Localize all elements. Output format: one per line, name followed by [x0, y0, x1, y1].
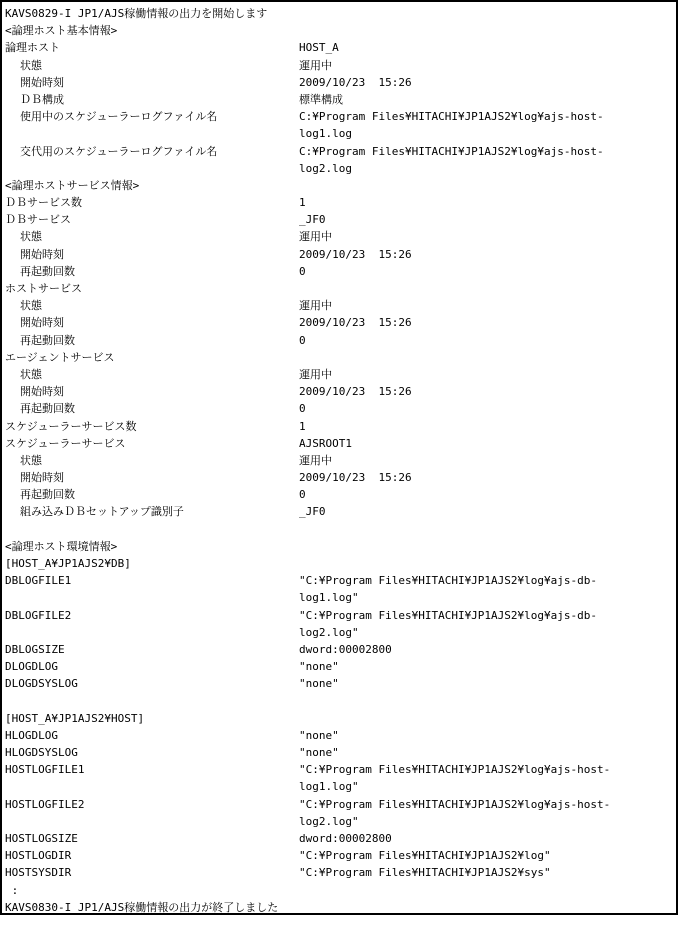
log-line — [5, 607, 676, 624]
log-line-value: log2.log" — [299, 814, 359, 828]
log-line — [5, 91, 676, 108]
log-line-value: 2009/10/23 15:26 — [299, 316, 412, 330]
log-line-label — [5, 813, 299, 830]
log-line — [5, 864, 676, 881]
log-line — [5, 211, 676, 228]
log-line-label: 状態 — [20, 230, 42, 244]
log-line-value: HOST_A — [299, 41, 339, 55]
log-line — [5, 452, 676, 469]
log-line-value: 標準構成 — [299, 92, 343, 106]
log-line-value: "C:¥Program Files¥HITACHI¥JP1AJS2¥log¥ajs-db- — [299, 574, 598, 588]
log-line-label: 状態 — [20, 58, 42, 72]
log-line-value: AJSROOT1 — [299, 436, 352, 450]
log-line — [5, 830, 676, 847]
log-line-label — [5, 125, 299, 142]
log-line-label: HLOGDLOG — [5, 728, 58, 742]
log-line-label: DBLOGSIZE — [5, 642, 65, 656]
log-line-value: "none" — [299, 746, 339, 760]
log-line-label — [5, 589, 299, 606]
log-line-value: 2009/10/23 15:26 — [299, 247, 412, 261]
log-line-value: "C:¥Program Files¥HITACHI¥JP1AJS2¥log¥ajs-host- — [299, 763, 611, 777]
log-line-value: 0 — [299, 402, 306, 416]
log-line-value: 運用中 — [299, 58, 332, 72]
log-line-label: 開始時刻 — [20, 75, 64, 89]
log-line-label: <論理ホスト基本情報> — [5, 24, 118, 38]
log-line — [5, 400, 676, 417]
log-line-value: 2009/10/23 15:26 — [299, 385, 412, 399]
log-line — [5, 675, 676, 692]
log-line-label: ＤＢサービス — [5, 213, 71, 227]
log-line — [5, 194, 676, 211]
log-line — [5, 899, 676, 915]
log-line-value: 0 — [299, 333, 306, 347]
log-line-label: <論理ホストサービス情報> — [5, 178, 140, 192]
log-line-value: 2009/10/23 15:26 — [299, 75, 412, 89]
log-line-label: HOSTLOGSIZE — [5, 832, 78, 845]
log-line-label: 開始時刻 — [20, 247, 64, 261]
log-line-label: スケジューラーサービス — [5, 436, 126, 450]
log-line — [5, 366, 676, 383]
log-line-label: HLOGDSYSLOG — [5, 746, 78, 760]
log-line-label: DLOGDLOG — [5, 660, 58, 674]
log-line-label: 再起動回数 — [20, 402, 75, 416]
log-line-value: dword:00002800 — [299, 832, 392, 845]
log-line-label: 使用中のスケジューラーログファイル名 — [20, 110, 218, 124]
log-line-label: 開始時刻 — [20, 385, 64, 399]
log-line-label: HOSTSYSDIR — [5, 866, 72, 880]
log-line — [5, 22, 676, 39]
log-line-label: 開始時刻 — [20, 316, 64, 330]
log-line-label: KAVS0829-I JP1/AJS稼働情報の出力を開始します — [5, 7, 268, 20]
log-line — [5, 796, 676, 813]
log-line-label: [HOST_A¥JP1AJS2¥HOST] — [5, 711, 145, 725]
log-line-value: C:¥Program Files¥HITACHI¥JP1AJS2¥log¥ajs-host- — [299, 144, 604, 158]
log-line-value: 運用中 — [299, 299, 332, 313]
log-line-value: "C:¥Program Files¥HITACHI¥JP1AJS2¥log¥ajs-host- — [299, 797, 611, 811]
log-line-label: スケジューラーサービス数 — [5, 419, 137, 433]
log-line-value: log2.log" — [299, 625, 359, 639]
log-line-value: 0 — [299, 264, 306, 278]
log-line-value: log1.log" — [299, 591, 359, 605]
log-line-value: "none" — [299, 660, 339, 674]
log-line-label: <論理ホスト環境情報> — [5, 539, 118, 553]
log-line — [5, 332, 676, 349]
log-line-label: 再起動回数 — [20, 264, 75, 278]
log-line — [5, 469, 676, 486]
log-line-label: 状態 — [20, 299, 42, 313]
log-line-label: 論理ホスト — [5, 41, 60, 55]
log-line-value: dword:00002800 — [299, 642, 392, 656]
log-line-label: DBLOGFILE1 — [5, 574, 72, 588]
log-line-value: _JF0 — [299, 505, 326, 519]
log-line-label — [5, 160, 299, 177]
log-line-value: log1.log" — [299, 780, 359, 794]
log-line — [5, 108, 676, 125]
log-line-label: 状態 — [20, 367, 42, 381]
log-line — [5, 228, 676, 245]
log-line-label: HOSTLOGDIR — [5, 849, 72, 863]
log-line-label — [5, 624, 299, 641]
log-line — [5, 521, 676, 538]
log-line — [5, 177, 676, 194]
log-line — [5, 847, 676, 864]
log-line — [5, 383, 676, 400]
log-line — [5, 160, 676, 177]
log-line-value: 2009/10/23 15:26 — [299, 471, 412, 485]
log-line-label: ＤＢサービス数 — [5, 196, 82, 210]
log-line — [5, 418, 676, 435]
log-line — [5, 39, 676, 56]
log-line-value: 運用中 — [299, 367, 332, 381]
log-line-label: 再起動回数 — [20, 488, 75, 502]
log-line — [5, 5, 676, 22]
log-line — [5, 538, 676, 555]
log-line-label: ホストサービス — [5, 282, 82, 295]
log-line — [5, 74, 676, 91]
log-line-value: "none" — [299, 728, 339, 742]
log-line-value: "C:¥Program Files¥HITACHI¥JP1AJS2¥log" — [299, 849, 551, 863]
log-line-value: log2.log — [299, 161, 352, 175]
log-line — [5, 297, 676, 314]
log-line-value: "none" — [299, 677, 339, 691]
log-line-label: 再起動回数 — [20, 333, 75, 347]
log-line — [5, 727, 676, 744]
log-line — [5, 125, 676, 142]
log-line — [5, 589, 676, 606]
log-line — [5, 624, 676, 641]
log-line-value: 運用中 — [299, 453, 332, 467]
log-line — [5, 314, 676, 331]
log-line-label: 交代用のスケジューラーログファイル名 — [20, 144, 218, 158]
log-line-label — [5, 521, 299, 538]
log-line-value: log1.log — [299, 127, 352, 141]
log-line-label: DBLOGFILE2 — [5, 608, 72, 622]
log-line — [5, 246, 676, 263]
log-line — [5, 813, 676, 830]
log-line — [5, 280, 676, 297]
log-line-label: ＤＢ構成 — [20, 92, 64, 106]
log-line-label — [5, 778, 299, 795]
log-line-value: C:¥Program Files¥HITACHI¥JP1AJS2¥log¥ajs-host- — [299, 110, 604, 124]
log-line-label: HOSTLOGFILE1 — [5, 763, 85, 777]
log-line — [5, 349, 676, 366]
log-line-value: 1 — [299, 419, 306, 433]
log-line — [5, 761, 676, 778]
log-line-value: "C:¥Program Files¥HITACHI¥JP1AJS2¥log¥ajs-db- — [299, 608, 598, 622]
log-line-label: DLOGDSYSLOG — [5, 677, 78, 691]
log-line — [5, 710, 676, 727]
log-line — [5, 778, 676, 795]
log-line — [5, 503, 676, 520]
log-line-value: _JF0 — [299, 213, 326, 227]
log-line-value: 運用中 — [299, 230, 332, 244]
log-line-value: "C:¥Program Files¥HITACHI¥JP1AJS2¥sys" — [299, 866, 551, 880]
log-line — [5, 641, 676, 658]
log-line — [5, 572, 676, 589]
log-line-label — [5, 693, 299, 710]
log-line-label: KAVS0830-I JP1/AJS稼働情報の出力が終了しました — [5, 900, 279, 914]
log-line — [5, 693, 676, 710]
log-line-label: : — [5, 883, 19, 897]
log-line-label: 状態 — [20, 453, 42, 467]
log-line — [5, 744, 676, 761]
log-line-label: 組み込みＤＢセットアップ識別子 — [20, 505, 184, 519]
log-line-label: エージェントサービス — [5, 350, 115, 364]
log-line-label: [HOST_A¥JP1AJS2¥DB] — [5, 557, 131, 570]
log-line — [5, 658, 676, 675]
log-line — [5, 882, 676, 899]
log-line-label: HOSTLOGFILE2 — [5, 797, 85, 811]
log-line-value: 1 — [299, 196, 306, 210]
log-line — [5, 555, 676, 572]
log-line — [5, 263, 676, 280]
log-line — [5, 486, 676, 503]
log-line-label: 開始時刻 — [20, 471, 64, 485]
log-line-value: 0 — [299, 488, 306, 502]
log-line — [5, 57, 676, 74]
log-line — [5, 143, 676, 160]
log-line — [5, 435, 676, 452]
